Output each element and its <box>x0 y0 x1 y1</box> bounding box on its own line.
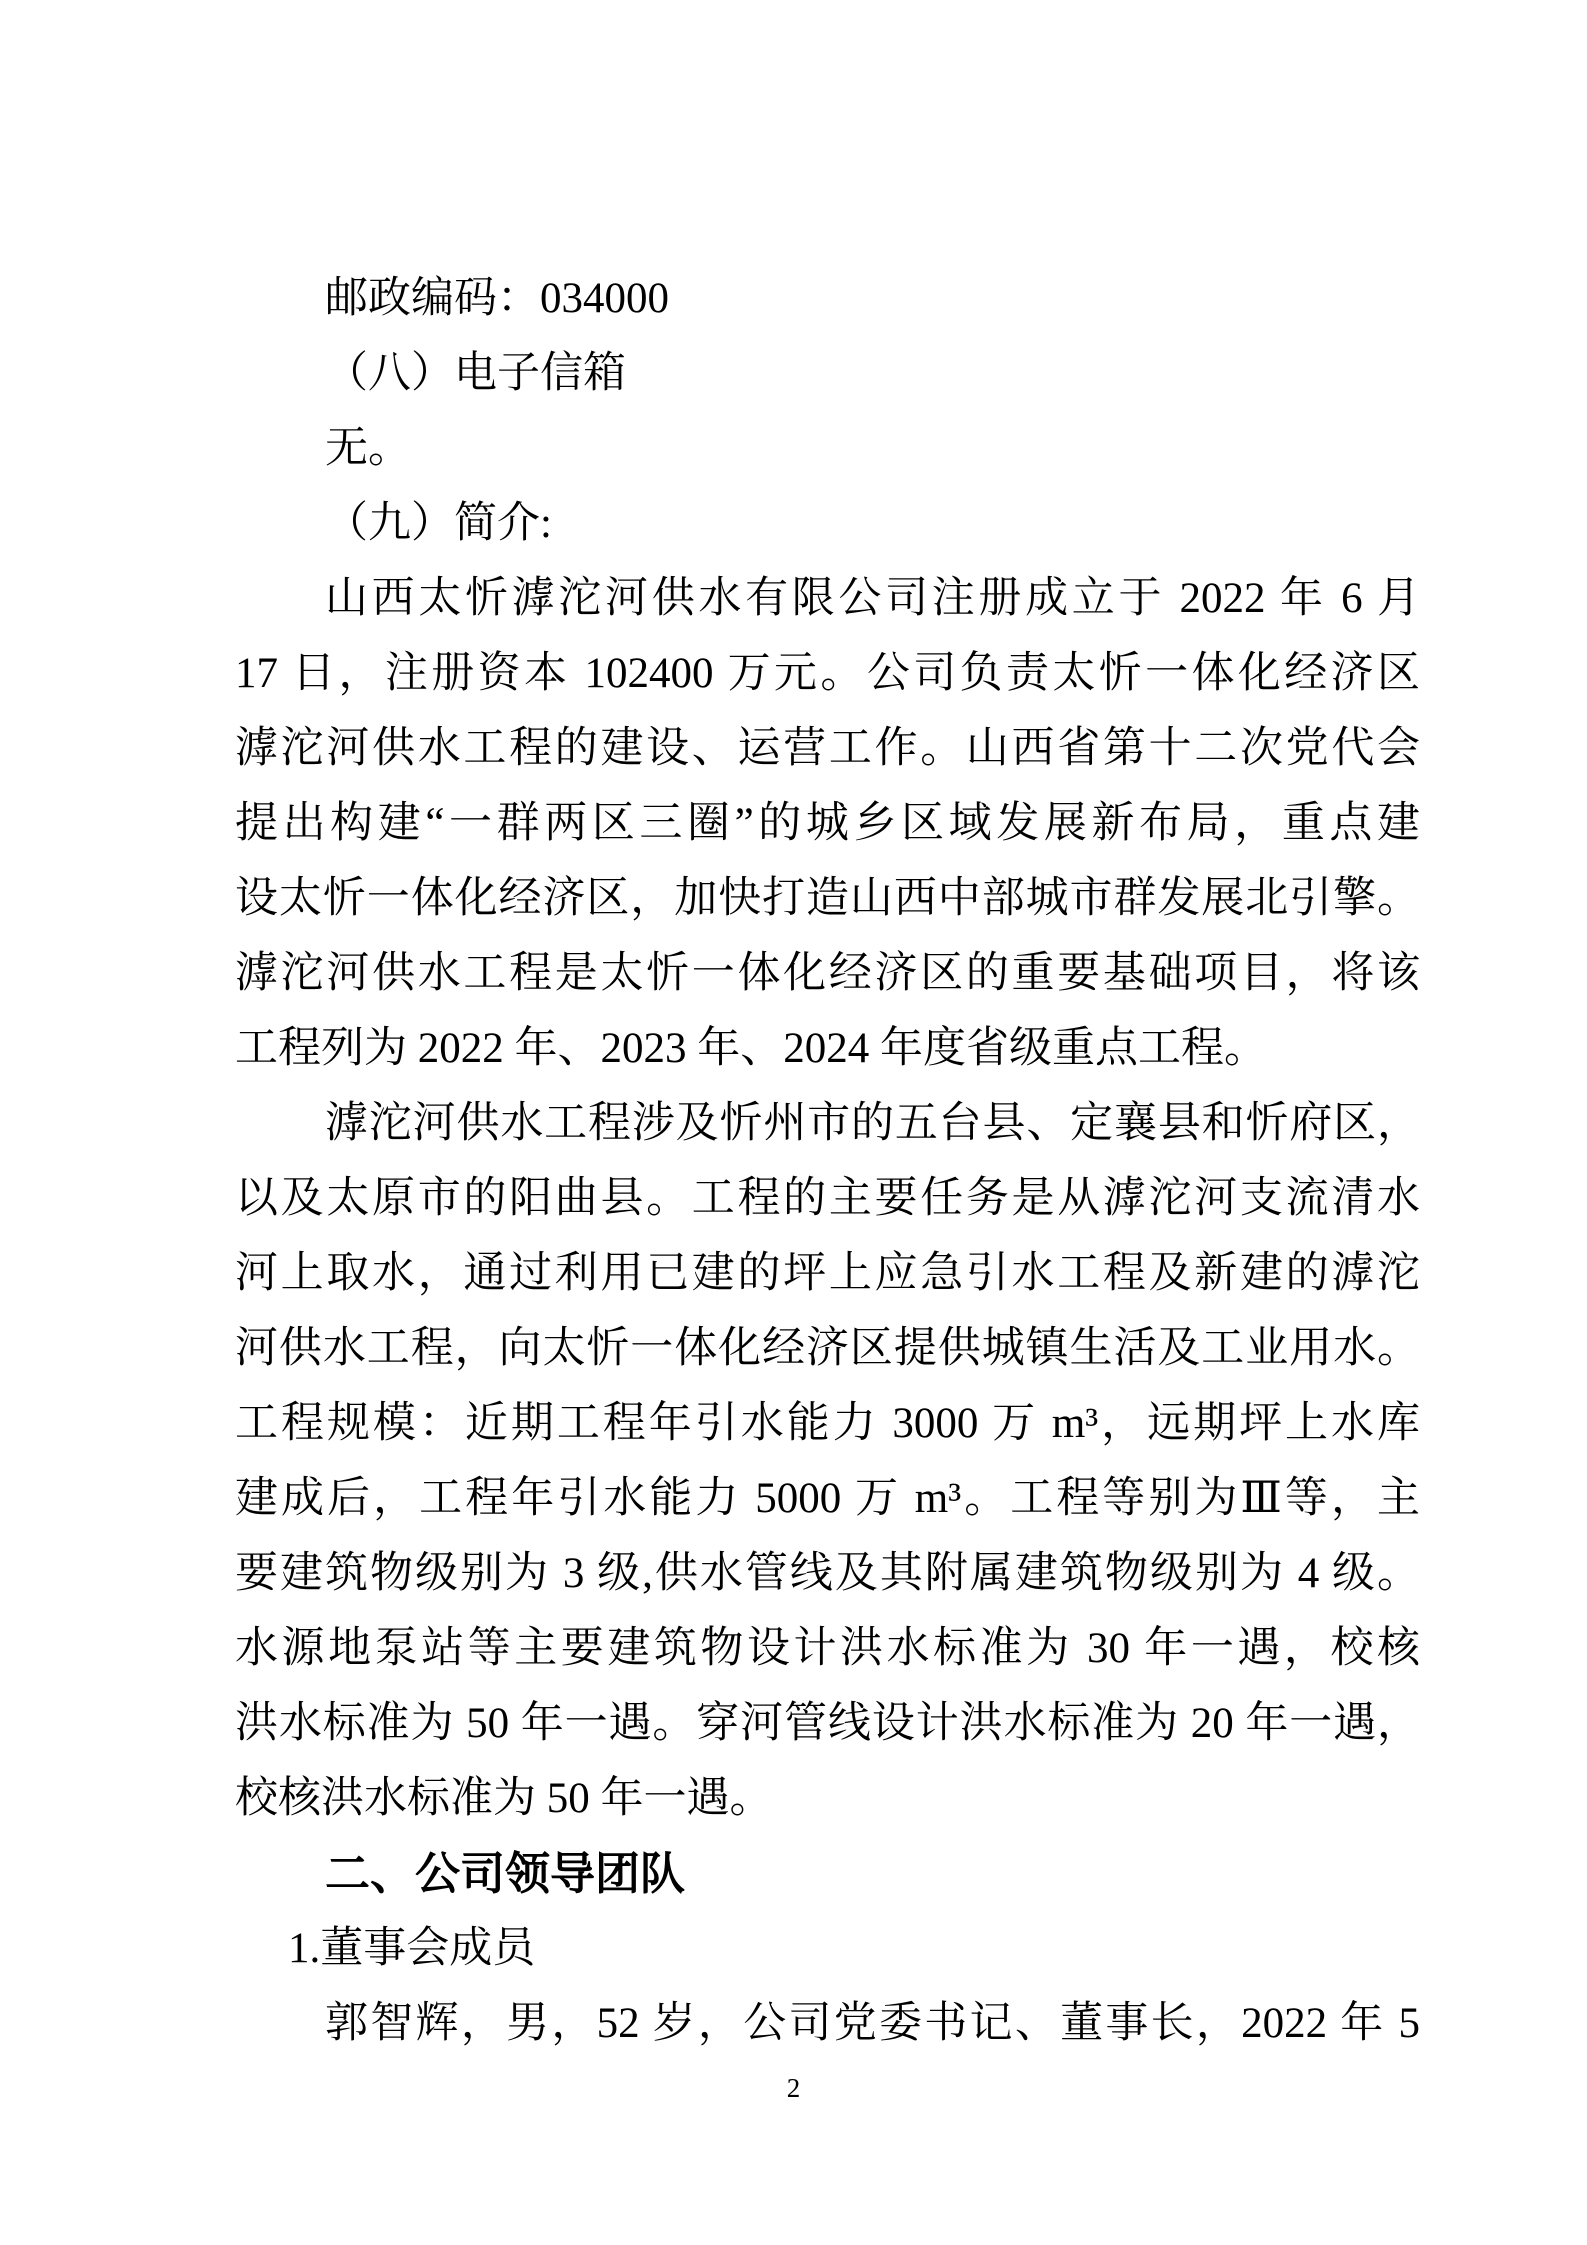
section-heading-leadership: 二、公司领导团队 <box>325 1848 686 1899</box>
line-postal-code: 邮政编码：034000 <box>325 275 669 322</box>
line-intro-3: 滹沱河供水工程的建设、运营工作。山西省第十二次党代会 <box>235 725 1420 772</box>
line-project-8: 水源地泵站等主要建筑物设计洪水标准为 30 年一遇，校核 <box>235 1625 1420 1672</box>
page-number: 2 <box>786 2073 801 2103</box>
line-intro-7: 工程列为 2022 年、2023 年、2024 年度省级重点工程。 <box>235 1025 1267 1072</box>
line-project-10: 校核洪水标准为 50 年一遇。 <box>235 1775 773 1822</box>
line-board-member-1: 郭智辉，男，52 岁，公司党委书记、董事长，2022 年 5 <box>325 2000 1420 2047</box>
line-email-heading: （八）电子信箱 <box>325 350 626 397</box>
line-project-3: 河上取水，通过利用已建的坪上应急引水工程及新建的滹沱 <box>235 1250 1420 1297</box>
line-board-members-heading: 1.董事会成员 <box>288 1925 536 1972</box>
line-project-2: 以及太原市的阳曲县。工程的主要任务是从滹沱河支流清水 <box>235 1175 1420 1222</box>
line-project-4: 河供水工程，向太忻一体化经济区提供城镇生活及工业用水。 <box>235 1325 1420 1372</box>
line-intro-6: 滹沱河供水工程是太忻一体化经济区的重要基础项目，将该 <box>235 950 1420 997</box>
line-project-9: 洪水标准为 50 年一遇。穿河管线设计洪水标准为 20 年一遇， <box>235 1700 1420 1747</box>
line-email-none: 无。 <box>325 425 411 472</box>
line-intro-5: 设太忻一体化经济区，加快打造山西中部城市群发展北引擎。 <box>235 875 1420 922</box>
line-intro-1: 山西太忻滹沱河供水有限公司注册成立于 2022 年 6 月 <box>325 575 1420 622</box>
line-project-7: 要建筑物级别为 3 级,供水管线及其附属建筑物级别为 4 级。 <box>235 1550 1420 1597</box>
line-intro-2: 17 日，注册资本 102400 万元。公司负责太忻一体化经济区 <box>235 650 1420 697</box>
line-project-5: 工程规模：近期工程年引水能力 3000 万 m³，远期坪上水库 <box>235 1400 1420 1447</box>
line-intro-heading: （九）简介: <box>325 500 552 547</box>
line-project-6: 建成后，工程年引水能力 5000 万 m³。工程等别为Ⅲ等，主 <box>235 1475 1420 1522</box>
document-body <box>235 261 1420 2061</box>
line-intro-4: 提出构建“一群两区三圈”的城乡区域发展新布局，重点建 <box>235 800 1420 847</box>
line-project-1: 滹沱河供水工程涉及忻州市的五台县、定襄县和忻府区， <box>325 1100 1420 1147</box>
